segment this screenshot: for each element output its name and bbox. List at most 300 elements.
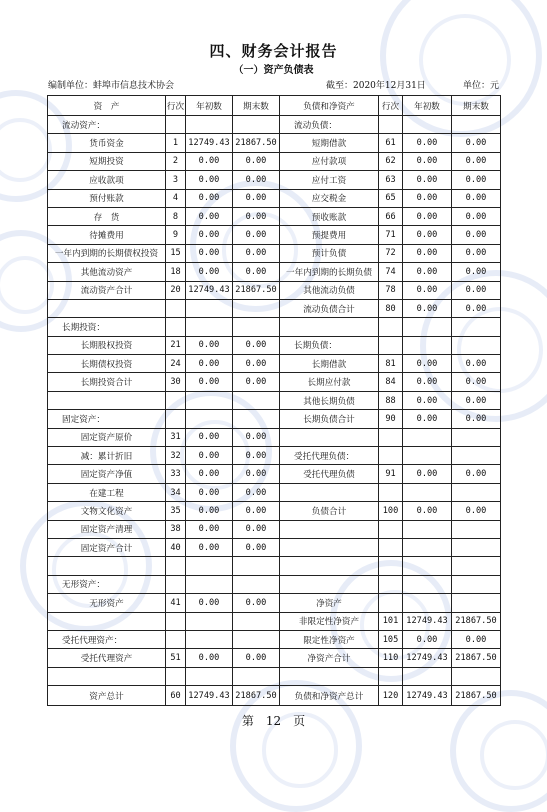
table-cell: 0.00: [452, 189, 501, 207]
table-cell: 40: [166, 538, 186, 556]
table-cell: [280, 520, 379, 538]
table-cell: 21867.50: [233, 686, 280, 706]
table-row: [48, 207, 501, 225]
watermark-seal: [450, 690, 547, 812]
table-cell: 0.00: [186, 207, 233, 225]
table-cell: 短期借款: [280, 134, 379, 152]
table-row: [48, 686, 501, 706]
table-cell: 12749.43: [403, 686, 452, 706]
table-cell: [452, 538, 501, 556]
table-cell: [379, 520, 403, 538]
table-cell: 101: [379, 612, 403, 630]
table-cell: 0.00: [403, 630, 452, 648]
table-cell: [280, 667, 379, 685]
table-cell: 预计负债: [280, 244, 379, 262]
table-cell: [280, 428, 379, 446]
table-cell: [166, 575, 186, 593]
table-cell: 0.00: [186, 538, 233, 556]
table-cell: [403, 336, 452, 354]
table-cell: 0.00: [186, 373, 233, 391]
table-cell: 24: [166, 355, 186, 373]
table-row: [48, 355, 501, 373]
table-cell: [166, 557, 186, 575]
table-cell: [186, 575, 233, 593]
table-row: [48, 134, 501, 152]
table-cell: 0.00: [452, 391, 501, 409]
table-cell: 短期投资: [48, 152, 166, 170]
table-cell: 41: [166, 594, 186, 612]
table-cell: 0.00: [186, 502, 233, 520]
table-cell: 负债合计: [280, 502, 379, 520]
table-cell: 12749.43: [186, 686, 233, 706]
table-cell: [379, 447, 403, 465]
table-cell: [403, 116, 452, 134]
table-cell: [379, 557, 403, 575]
table-cell: [403, 318, 452, 336]
table-cell: 4: [166, 189, 186, 207]
table-cell: 0.00: [452, 355, 501, 373]
table-cell: 21: [166, 336, 186, 354]
table-cell: 21867.50: [452, 649, 501, 667]
table-header-row: [48, 96, 501, 116]
table-row: [48, 502, 501, 520]
table-cell: 38: [166, 520, 186, 538]
table-cell: 0.00: [403, 281, 452, 299]
table-row: [48, 116, 501, 134]
table-cell: 0.00: [233, 447, 280, 465]
table-cell: 无形资产：: [48, 575, 166, 593]
table-cell: [452, 575, 501, 593]
table-cell: 12749.43: [186, 134, 233, 152]
table-cell: [452, 594, 501, 612]
table-cell: [166, 630, 186, 648]
table-cell: 0.00: [452, 152, 501, 170]
table-cell: [233, 575, 280, 593]
table-cell: 0.00: [233, 465, 280, 483]
table-cell: 净资产合计: [280, 649, 379, 667]
table-cell: 0.00: [403, 410, 452, 428]
table-cell: [186, 557, 233, 575]
table-cell: 71: [379, 226, 403, 244]
table-cell: 其他流动资产: [48, 263, 166, 281]
table-cell: 91: [379, 465, 403, 483]
table-cell: [452, 336, 501, 354]
table-cell: 其他长期负债: [280, 391, 379, 409]
column-header: 行次: [166, 96, 186, 116]
table-cell: 流动资产合计: [48, 281, 166, 299]
table-cell: [452, 428, 501, 446]
table-cell: [233, 612, 280, 630]
table-cell: 文物文化资产: [48, 502, 166, 520]
table-cell: [379, 428, 403, 446]
table-cell: 0.00: [186, 594, 233, 612]
column-header: 年初数: [403, 96, 452, 116]
table-cell: 0.00: [186, 336, 233, 354]
table-row: [48, 649, 501, 667]
table-row: [48, 152, 501, 170]
table-cell: 21867.50: [452, 612, 501, 630]
table-cell: 固定资产净值: [48, 465, 166, 483]
table-row: [48, 318, 501, 336]
table-cell: 120: [379, 686, 403, 706]
table-cell: 0.00: [403, 373, 452, 391]
table-cell: 0.00: [233, 244, 280, 262]
table-cell: 0.00: [233, 171, 280, 189]
table-row: [48, 612, 501, 630]
table-row: [48, 557, 501, 575]
table-cell: 63: [379, 171, 403, 189]
report-title: 四、财务会计报告: [209, 42, 338, 60]
table-cell: [186, 391, 233, 409]
table-cell: [233, 630, 280, 648]
report-subtitle: （一）资产负债表: [233, 65, 314, 76]
table-cell: 0.00: [233, 428, 280, 446]
table-cell: [280, 557, 379, 575]
table-cell: 62: [379, 152, 403, 170]
table-cell: [48, 299, 166, 317]
table-cell: 12749.43: [403, 612, 452, 630]
table-cell: [233, 391, 280, 409]
table-row: [48, 630, 501, 648]
table-cell: 固定资产原价: [48, 428, 166, 446]
table-cell: 0.00: [403, 207, 452, 225]
table-cell: 受托代理负债: [280, 465, 379, 483]
table-row: [48, 667, 501, 685]
table-cell: 35: [166, 502, 186, 520]
table-cell: 长期股权投资: [48, 336, 166, 354]
column-header: 期末数: [452, 96, 501, 116]
table-cell: 应交税金: [280, 189, 379, 207]
table-cell: 货币资金: [48, 134, 166, 152]
table-cell: 31: [166, 428, 186, 446]
table-cell: [403, 667, 452, 685]
table-cell: [379, 575, 403, 593]
table-row: [48, 594, 501, 612]
table-cell: 0.00: [186, 483, 233, 501]
table-cell: 一年内到期的长期负债: [280, 263, 379, 281]
table-cell: 0.00: [452, 263, 501, 281]
table-cell: 12749.43: [186, 281, 233, 299]
table-row: [48, 575, 501, 593]
table-cell: 0.00: [403, 226, 452, 244]
table-cell: 0.00: [186, 244, 233, 262]
table-cell: 0.00: [233, 189, 280, 207]
table-cell: 90: [379, 410, 403, 428]
organization-label: 编制单位：蚌埠市信息技术协会: [48, 81, 175, 91]
table-cell: 74: [379, 263, 403, 281]
table-cell: 51: [166, 649, 186, 667]
table-cell: 0.00: [233, 226, 280, 244]
column-header: 资 产: [48, 96, 166, 116]
table-row: [48, 263, 501, 281]
table-cell: [186, 667, 233, 685]
table-row: [48, 336, 501, 354]
table-cell: 12749.43: [403, 649, 452, 667]
table-cell: 净资产: [280, 594, 379, 612]
table-cell: 0.00: [403, 134, 452, 152]
table-cell: 待摊费用: [48, 226, 166, 244]
table-cell: 0.00: [452, 207, 501, 225]
table-cell: 0.00: [233, 594, 280, 612]
table-cell: 60: [166, 686, 186, 706]
table-cell: 0.00: [233, 355, 280, 373]
table-cell: 长期应付款: [280, 373, 379, 391]
table-cell: 0.00: [403, 189, 452, 207]
table-cell: 66: [379, 207, 403, 225]
table-cell: [48, 557, 166, 575]
table-cell: [233, 318, 280, 336]
table-cell: 110: [379, 649, 403, 667]
table-cell: [166, 612, 186, 630]
table-cell: 0.00: [403, 502, 452, 520]
table-cell: [186, 630, 233, 648]
table-cell: 流动资产：: [48, 116, 166, 134]
column-header: 期末数: [233, 96, 280, 116]
table-cell: 应收款项: [48, 171, 166, 189]
table-cell: 减：累计折旧: [48, 447, 166, 465]
table-cell: 8: [166, 207, 186, 225]
table-cell: 88: [379, 391, 403, 409]
table-cell: 负债和净资产总计: [280, 686, 379, 706]
table-cell: [280, 575, 379, 593]
table-cell: 0.00: [452, 134, 501, 152]
report-date: 截至：2020年12月31日: [326, 81, 426, 91]
table-cell: 0.00: [186, 447, 233, 465]
table-cell: [452, 667, 501, 685]
table-cell: 受托代理负债：: [280, 447, 379, 465]
table-cell: 0.00: [233, 152, 280, 170]
table-cell: 0.00: [452, 410, 501, 428]
table-cell: 0.00: [233, 649, 280, 667]
column-header: 负债和净资产: [280, 96, 379, 116]
table-cell: 0.00: [233, 483, 280, 501]
table-cell: 105: [379, 630, 403, 648]
table-cell: 固定资产清理: [48, 520, 166, 538]
table-cell: 21867.50: [452, 686, 501, 706]
table-cell: 2: [166, 152, 186, 170]
table-cell: [452, 557, 501, 575]
table-cell: [233, 116, 280, 134]
table-cell: 非限定性净资产: [280, 612, 379, 630]
table-cell: [452, 447, 501, 465]
table-cell: [379, 116, 403, 134]
table-cell: 一年内到期的长期债权投资: [48, 244, 166, 262]
table-cell: 9: [166, 226, 186, 244]
table-cell: [403, 594, 452, 612]
table-cell: 预收账款: [280, 207, 379, 225]
table-cell: [166, 410, 186, 428]
table-cell: [379, 483, 403, 501]
table-row: [48, 244, 501, 262]
table-cell: 32: [166, 447, 186, 465]
table-cell: 在建工程: [48, 483, 166, 501]
table-cell: 0.00: [403, 244, 452, 262]
table-cell: 18: [166, 263, 186, 281]
table-cell: [48, 667, 166, 685]
table-cell: [233, 557, 280, 575]
table-cell: 0.00: [186, 171, 233, 189]
table-cell: 存 货: [48, 207, 166, 225]
table-cell: [166, 391, 186, 409]
table-cell: 0.00: [403, 263, 452, 281]
table-cell: 0.00: [233, 538, 280, 556]
table-cell: [186, 116, 233, 134]
table-cell: 0.00: [233, 502, 280, 520]
table-cell: 0.00: [452, 299, 501, 317]
column-header: 行次: [379, 96, 403, 116]
table-row: [48, 447, 501, 465]
table-row: [48, 391, 501, 409]
table-cell: [452, 116, 501, 134]
table-cell: 84: [379, 373, 403, 391]
table-cell: [452, 318, 501, 336]
table-cell: 应付款项: [280, 152, 379, 170]
table-cell: 0.00: [403, 171, 452, 189]
table-row: [48, 299, 501, 317]
table-cell: [403, 428, 452, 446]
table-cell: [48, 612, 166, 630]
table-row: [48, 373, 501, 391]
table-cell: 0.00: [186, 355, 233, 373]
table-cell: 0.00: [233, 336, 280, 354]
table-cell: 固定资产：: [48, 410, 166, 428]
table-cell: 0.00: [233, 520, 280, 538]
balance-sheet-table: [47, 95, 501, 706]
table-cell: 长期债权投资: [48, 355, 166, 373]
table-cell: 20: [166, 281, 186, 299]
table-cell: [452, 483, 501, 501]
table-cell: 长期借款: [280, 355, 379, 373]
table-cell: 0.00: [186, 649, 233, 667]
table-cell: 固定资产合计: [48, 538, 166, 556]
table-cell: 65: [379, 189, 403, 207]
table-cell: [379, 594, 403, 612]
table-cell: [166, 667, 186, 685]
table-cell: 0.00: [403, 391, 452, 409]
table-cell: [403, 520, 452, 538]
table-row: [48, 189, 501, 207]
table-cell: 3: [166, 171, 186, 189]
table-cell: [186, 318, 233, 336]
table-cell: [379, 336, 403, 354]
table-cell: 0.00: [452, 630, 501, 648]
table-cell: 30: [166, 373, 186, 391]
table-cell: 长期负债：: [280, 336, 379, 354]
table-cell: 预提费用: [280, 226, 379, 244]
table-cell: 0.00: [452, 502, 501, 520]
table-cell: [186, 410, 233, 428]
page-number: 第 12 页: [241, 714, 306, 728]
table-cell: [403, 575, 452, 593]
table-row: [48, 483, 501, 501]
table-cell: 资产总计: [48, 686, 166, 706]
table-cell: [403, 557, 452, 575]
table-cell: 100: [379, 502, 403, 520]
table-cell: [166, 299, 186, 317]
table-row: [48, 281, 501, 299]
table-cell: [379, 318, 403, 336]
table-cell: 72: [379, 244, 403, 262]
table-row: [48, 171, 501, 189]
table-cell: 33: [166, 465, 186, 483]
table-cell: 21867.50: [233, 134, 280, 152]
table-cell: 0.00: [186, 520, 233, 538]
table-cell: 应付工资: [280, 171, 379, 189]
table-cell: 61: [379, 134, 403, 152]
table-cell: 长期负债合计: [280, 410, 379, 428]
table-cell: 0.00: [452, 171, 501, 189]
table-cell: [403, 447, 452, 465]
table-cell: 21867.50: [233, 281, 280, 299]
table-cell: 34: [166, 483, 186, 501]
table-cell: [379, 538, 403, 556]
table-cell: 流动负债：: [280, 116, 379, 134]
table-cell: 0.00: [186, 465, 233, 483]
table-cell: 限定性净资产: [280, 630, 379, 648]
table-cell: 0.00: [233, 373, 280, 391]
table-cell: 78: [379, 281, 403, 299]
table-cell: [166, 116, 186, 134]
table-cell: [403, 483, 452, 501]
table-cell: [186, 299, 233, 317]
table-cell: [48, 391, 166, 409]
table-cell: 0.00: [452, 281, 501, 299]
table-cell: 81: [379, 355, 403, 373]
table-cell: 0.00: [186, 189, 233, 207]
table-cell: 0.00: [452, 373, 501, 391]
table-cell: 0.00: [452, 226, 501, 244]
table-cell: 80: [379, 299, 403, 317]
table-row: [48, 538, 501, 556]
table-cell: 0.00: [452, 244, 501, 262]
table-cell: 0.00: [403, 299, 452, 317]
table-cell: 0.00: [186, 263, 233, 281]
table-cell: 长期投资：: [48, 318, 166, 336]
table-cell: 1: [166, 134, 186, 152]
table-cell: 预付账款: [48, 189, 166, 207]
table-cell: [280, 318, 379, 336]
table-cell: 0.00: [186, 428, 233, 446]
table-cell: 0.00: [186, 152, 233, 170]
table-row: [48, 226, 501, 244]
table-cell: [233, 410, 280, 428]
table-row: [48, 410, 501, 428]
table-cell: 15: [166, 244, 186, 262]
column-header: 年初数: [186, 96, 233, 116]
table-cell: [280, 538, 379, 556]
table-cell: 0.00: [403, 355, 452, 373]
table-cell: [379, 667, 403, 685]
table-cell: 0.00: [403, 152, 452, 170]
table-cell: 无形资产: [48, 594, 166, 612]
table-cell: 其他流动负债: [280, 281, 379, 299]
table-cell: 0.00: [403, 465, 452, 483]
table-cell: 0.00: [452, 465, 501, 483]
table-cell: 0.00: [233, 207, 280, 225]
table-cell: 流动负债合计: [280, 299, 379, 317]
table-cell: 长期投资合计: [48, 373, 166, 391]
table-cell: 受托代理资产：: [48, 630, 166, 648]
table-cell: 受托代理资产: [48, 649, 166, 667]
table-cell: 0.00: [186, 226, 233, 244]
table-cell: [166, 318, 186, 336]
table-row: [48, 428, 501, 446]
table-cell: 0.00: [233, 263, 280, 281]
table-row: [48, 465, 501, 483]
table-cell: [233, 667, 280, 685]
table-cell: [403, 538, 452, 556]
currency-unit: 单位：元: [463, 81, 500, 91]
